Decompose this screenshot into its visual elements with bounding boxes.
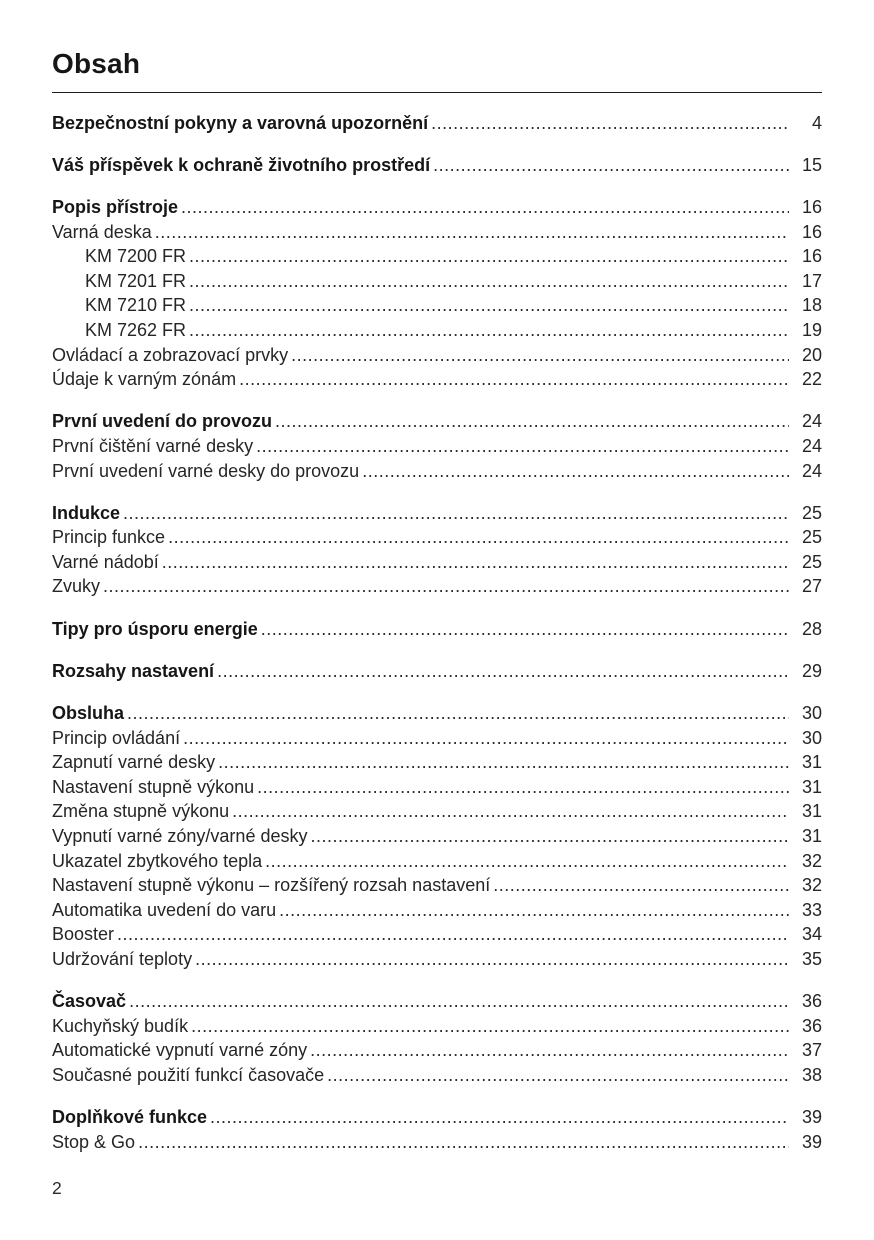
toc-entry [52, 501, 822, 526]
toc-entry-page: 25 [801, 502, 822, 523]
toc-leader-dots [123, 501, 789, 526]
toc-leader-dots [189, 293, 789, 318]
toc-entry-label: Obsluha [52, 703, 125, 724]
toc-leader-dots [189, 244, 789, 269]
toc-leader-dots [127, 701, 789, 726]
page-title: Obsah [52, 48, 141, 79]
toc-entry-label: Časovač [52, 991, 127, 1012]
toc-leader-dots [239, 367, 789, 392]
toc-entry-label: Současné použití funkcí časovače [52, 1064, 325, 1085]
toc-leader-dots [210, 1105, 789, 1130]
toc-entry-page: 24 [801, 411, 822, 432]
toc-entry [52, 318, 822, 343]
toc-entry-page: 25 [801, 527, 822, 548]
toc-entry [52, 1014, 822, 1039]
toc-entry-label: Varné nádobí [52, 551, 159, 572]
toc-entry-page: 16 [801, 196, 822, 217]
toc-leader-dots [279, 898, 789, 923]
toc-entry-page: 34 [801, 924, 822, 945]
toc-entry-page: 36 [801, 1015, 822, 1036]
toc-entry [52, 1063, 822, 1088]
toc-leader-dots [493, 873, 789, 898]
toc-entry [52, 574, 822, 599]
toc-entry [52, 343, 822, 368]
toc-leader-dots [138, 1130, 789, 1155]
toc-entry-label: Automatické vypnutí varné zóny [52, 1040, 308, 1061]
toc-entry [52, 922, 822, 947]
toc-entry-label: Stop & Go [52, 1131, 136, 1152]
toc-entry-label: Udržování teploty [52, 948, 193, 969]
toc-entry [52, 1130, 822, 1155]
toc-entry-label: Vypnutí varné zóny/varné desky [52, 826, 308, 846]
toc-leader-dots [162, 550, 789, 575]
toc-entry [52, 293, 822, 318]
toc-entry-page: 38 [801, 1064, 822, 1085]
toc-leader-dots [310, 824, 789, 849]
toc-leader-dots [155, 220, 789, 245]
toc-entry-label: První uvedení varné desky do provozu [52, 460, 360, 481]
toc-leader-dots [327, 1063, 789, 1088]
toc-entry-label: Princip ovládání [52, 727, 181, 748]
toc-leader-dots [217, 659, 789, 684]
toc-entry [52, 525, 822, 550]
toc-entry-label: Ukazatel zbytkového tepla [52, 850, 263, 871]
toc-entry [52, 799, 822, 824]
toc-entry [52, 849, 822, 874]
toc-entry [52, 659, 822, 684]
toc-entry-page: 24 [801, 435, 822, 456]
toc-entry-label: Booster [52, 924, 115, 945]
toc-leader-dots [431, 111, 789, 136]
toc-entry-label: Kuchyňský budík [52, 1015, 189, 1036]
toc-entry-page: 31 [801, 801, 822, 822]
toc-entry-label: Popis přístroje [52, 196, 179, 217]
toc-leader-dots [265, 849, 789, 874]
toc-entry-page: 31 [801, 752, 822, 773]
toc-leader-dots [103, 574, 789, 599]
toc-leader-dots [275, 409, 789, 434]
toc-entry-label: Nastavení stupně výkonu [52, 776, 255, 797]
toc-entry-label: Zapnutí varné desky [52, 752, 216, 773]
toc-entry-page: 19 [801, 319, 822, 340]
toc-entry [52, 244, 822, 269]
toc-entry [52, 367, 822, 392]
toc-entry-label: Varná deska [52, 221, 152, 242]
toc-entry-label: První uvedení do provozu [52, 411, 273, 432]
toc-entry-page: 18 [801, 295, 822, 316]
toc-leader-dots [181, 195, 789, 220]
toc-leader-dots [191, 1014, 789, 1039]
toc-entry [52, 617, 822, 642]
toc-leader-dots [232, 799, 789, 824]
toc-entry-label: Rozsahy nastavení [52, 660, 215, 681]
toc-entry-label: KM 7201 FR [85, 270, 187, 291]
toc-entry-label: Váš příspěvek k ochraně životního prostředí [52, 154, 431, 175]
toc-leader-dots [183, 726, 789, 751]
title-rule [52, 92, 822, 93]
toc-entry-label: Ovládací a zobrazovací prvky [52, 344, 289, 365]
toc-entry-page: 31 [801, 826, 822, 846]
toc-entry-page: 17 [801, 270, 822, 291]
toc-entry [52, 550, 822, 575]
toc-entry-page: 32 [801, 850, 822, 871]
toc-entry-label: KM 7262 FR [85, 319, 187, 340]
toc-entry [52, 195, 822, 220]
toc-entry [52, 111, 822, 136]
toc-entry [52, 873, 822, 898]
toc-entry [52, 153, 822, 178]
page-number: 2 [52, 1178, 62, 1198]
toc-entry-page: 36 [801, 991, 822, 1012]
toc-entry-label: KM 7200 FR [85, 246, 187, 267]
toc-entry [52, 989, 822, 1014]
toc-entry-page: 27 [801, 576, 822, 597]
toc-leader-dots [256, 434, 789, 459]
toc-leader-dots [195, 947, 789, 972]
toc-entry [52, 775, 822, 800]
toc-leader-dots [433, 153, 789, 178]
toc-entry [52, 409, 822, 434]
toc-entry-page: 16 [801, 246, 822, 267]
toc-list [52, 111, 822, 1155]
toc-entry-page: 30 [801, 727, 822, 748]
toc-leader-dots [362, 459, 789, 484]
toc-entry-page: 29 [801, 660, 822, 681]
toc-entry-label: Princip funkce [52, 527, 166, 548]
toc-entry-page: 39 [801, 1131, 822, 1152]
toc-leader-dots [218, 750, 789, 775]
toc-entry-page: 20 [801, 344, 822, 365]
toc-entry [52, 701, 822, 726]
toc-entry-label: Nastavení stupně výkonu – rozšířený rozsah nastavení [52, 875, 491, 896]
toc-entry [52, 269, 822, 294]
toc-leader-dots [117, 922, 789, 947]
toc-entry-page: 33 [801, 899, 822, 920]
toc-entry-label: Indukce [52, 502, 121, 523]
toc-entry-label: Bezpečnostní pokyny a varovná upozornění [52, 112, 429, 133]
toc-entry [52, 898, 822, 923]
toc-entry-label: Automatika uvedení do varu [52, 899, 277, 920]
toc-entry [52, 434, 822, 459]
toc-entry [52, 824, 822, 849]
toc-leader-dots [189, 269, 789, 294]
toc-entry [52, 220, 822, 245]
toc-entry-label: Údaje k varným zónám [52, 369, 237, 390]
toc-leader-dots [168, 525, 789, 550]
toc-entry-page: 22 [801, 369, 822, 390]
toc-entry [52, 947, 822, 972]
toc-leader-dots [261, 617, 789, 642]
toc-entry [52, 1038, 822, 1063]
toc-entry-label: První čištění varné desky [52, 435, 254, 456]
toc-entry [52, 750, 822, 775]
toc-leader-dots [257, 775, 789, 800]
toc-entry-label: Změna stupně výkonu [52, 801, 230, 822]
toc-entry [52, 1105, 822, 1130]
toc-leader-dots [129, 989, 789, 1014]
toc-entry-page: 24 [801, 460, 822, 481]
toc-entry [52, 459, 822, 484]
toc-leader-dots [189, 318, 789, 343]
toc-entry-page: 15 [801, 154, 822, 175]
toc-entry-page: 25 [801, 551, 822, 572]
toc-entry-label: Tipy pro úsporu energie [52, 618, 258, 639]
toc-entry-page: 31 [801, 776, 822, 797]
toc-entry-label: KM 7210 FR [85, 295, 187, 316]
toc-entry-page: 30 [801, 703, 822, 724]
toc-entry-page: 37 [801, 1040, 822, 1061]
toc-entry [52, 726, 822, 751]
toc-entry-page: 16 [801, 221, 822, 242]
toc-entry-page: 32 [801, 875, 822, 896]
toc-leader-dots [310, 1038, 789, 1063]
toc-entry-page: 39 [801, 1107, 822, 1128]
toc-entry-page: 35 [801, 948, 822, 969]
toc-entry-page: 4 [811, 112, 822, 133]
toc-entry-label: Doplňkové funkce [52, 1107, 208, 1128]
toc-entry-label: Zvuky [52, 576, 101, 597]
toc-leader-dots [291, 343, 789, 368]
toc-entry-page: 28 [801, 618, 822, 639]
